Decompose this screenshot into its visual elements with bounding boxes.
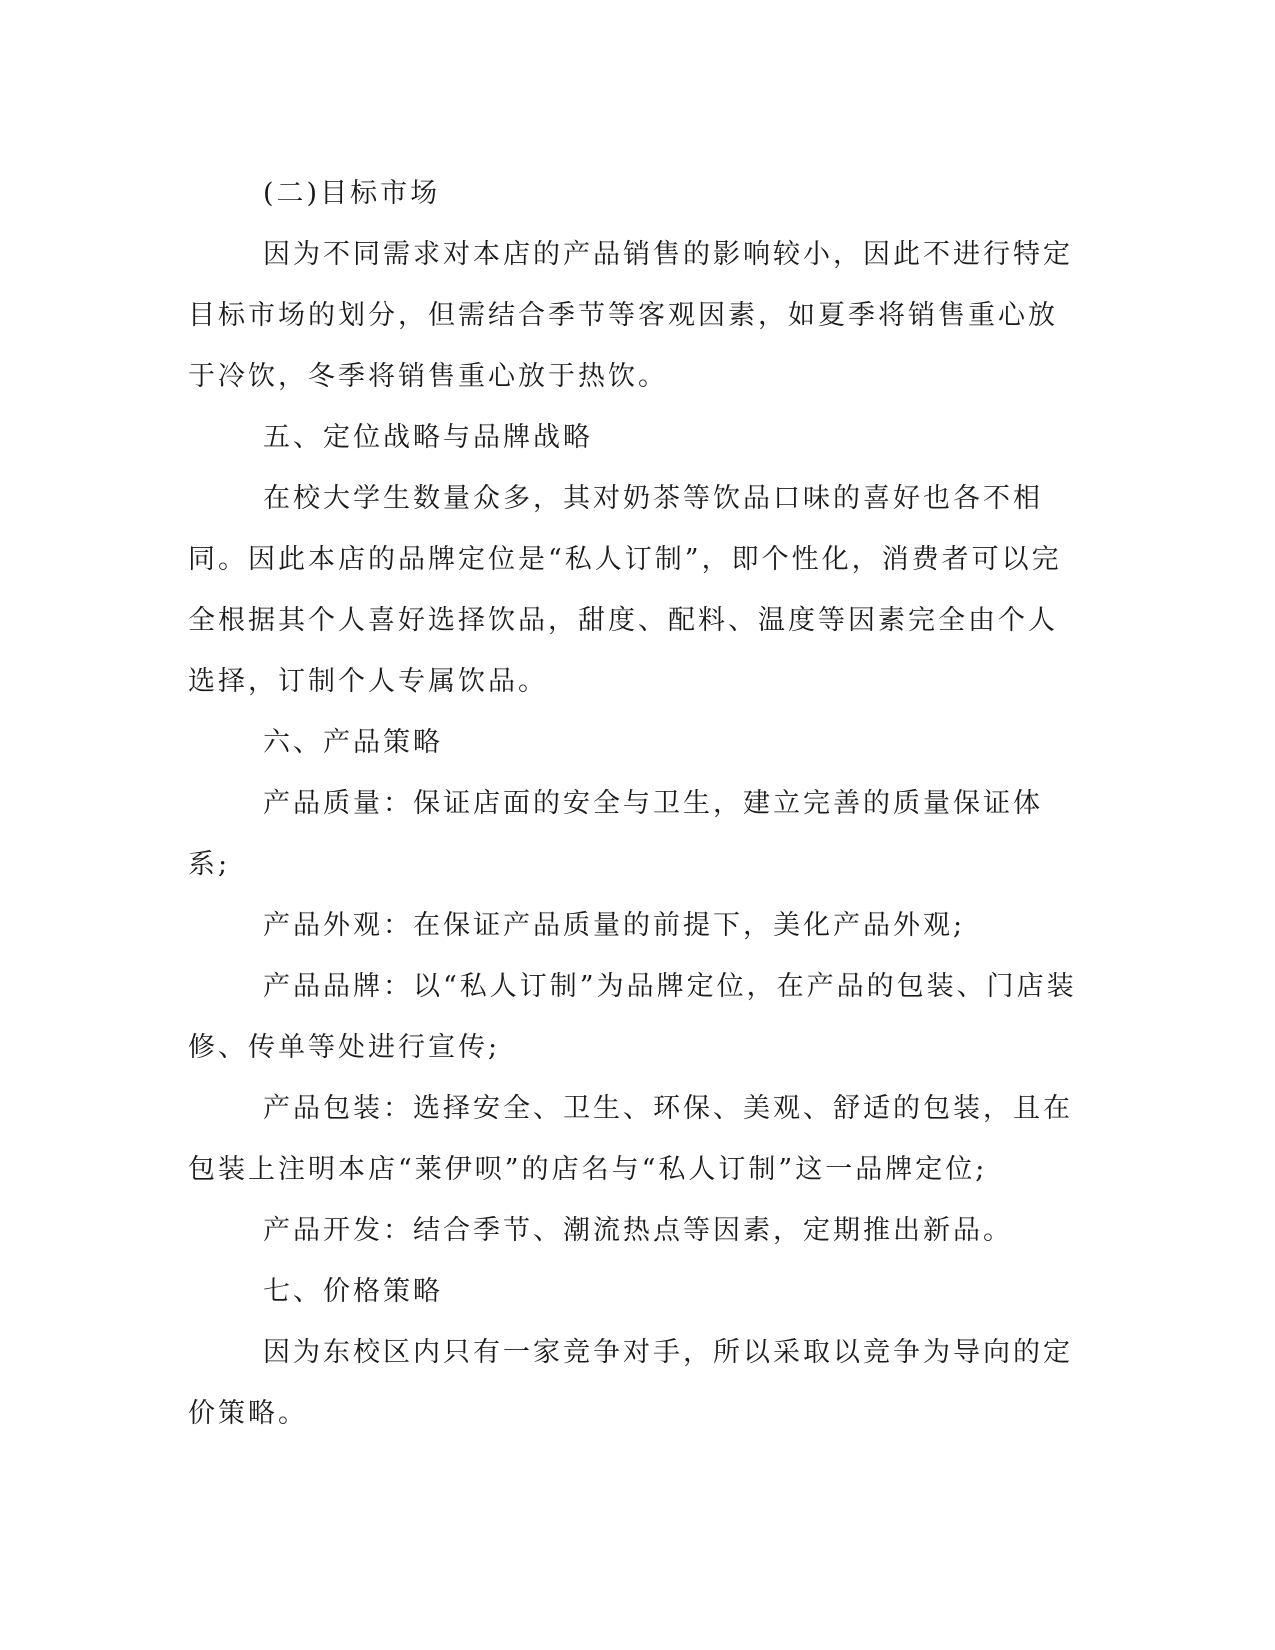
paragraph-product-brand: 产品品牌：以“私人订制”为品牌定位，在产品的包装、门店装修、传单等处进行宣传; bbox=[188, 971, 1077, 1063]
document-body bbox=[188, 163, 1078, 1444]
paragraph-product-quality: 产品质量：保证店面的安全与卫生，建立完善的质量保证体系; bbox=[188, 788, 1043, 880]
section-heading-target-market: (二)目标市场 bbox=[263, 178, 441, 209]
section-heading-pricing-strategy: 七、价格策略 bbox=[263, 1276, 443, 1307]
paragraph-product-packaging: 产品包装：选择安全、卫生、环保、美观、舒适的包装，且在包装上注明本店“莱伊呗”的店名与“私人订制”这一品牌定位; bbox=[188, 1093, 1073, 1185]
paragraph-positioning: 在校大学生数量众多，其对奶茶等饮品口味的喜好也各不相同。因此本店的品牌定位是“私人订制”，即个性化，消费者可以完全根据其个人喜好选择饮品，甜度、配料、温度等因素完全由个人选择，订制个人专属饮品。 bbox=[188, 483, 1062, 697]
paragraph-target-market: 因为不同需求对本店的产品销售的影响较小，因此不进行特定目标市场的划分，但需结合季节等客观因素，如夏季将销售重心放于冷饮，冬季将销售重心放于热饮。 bbox=[188, 239, 1073, 392]
section-heading-positioning: 五、定位战略与品牌战略 bbox=[263, 422, 593, 453]
paragraph-product-appearance: 产品外观：在保证产品质量的前提下，美化产品外观; bbox=[263, 910, 966, 941]
paragraph-pricing-strategy: 因为东校区内只有一家竞争对手，所以采取以竞争为导向的定价策略。 bbox=[188, 1337, 1073, 1429]
paragraph-product-development: 产品开发：结合季节、潮流热点等因素，定期推出新品。 bbox=[263, 1215, 1013, 1246]
section-heading-product-strategy: 六、产品策略 bbox=[263, 727, 443, 758]
